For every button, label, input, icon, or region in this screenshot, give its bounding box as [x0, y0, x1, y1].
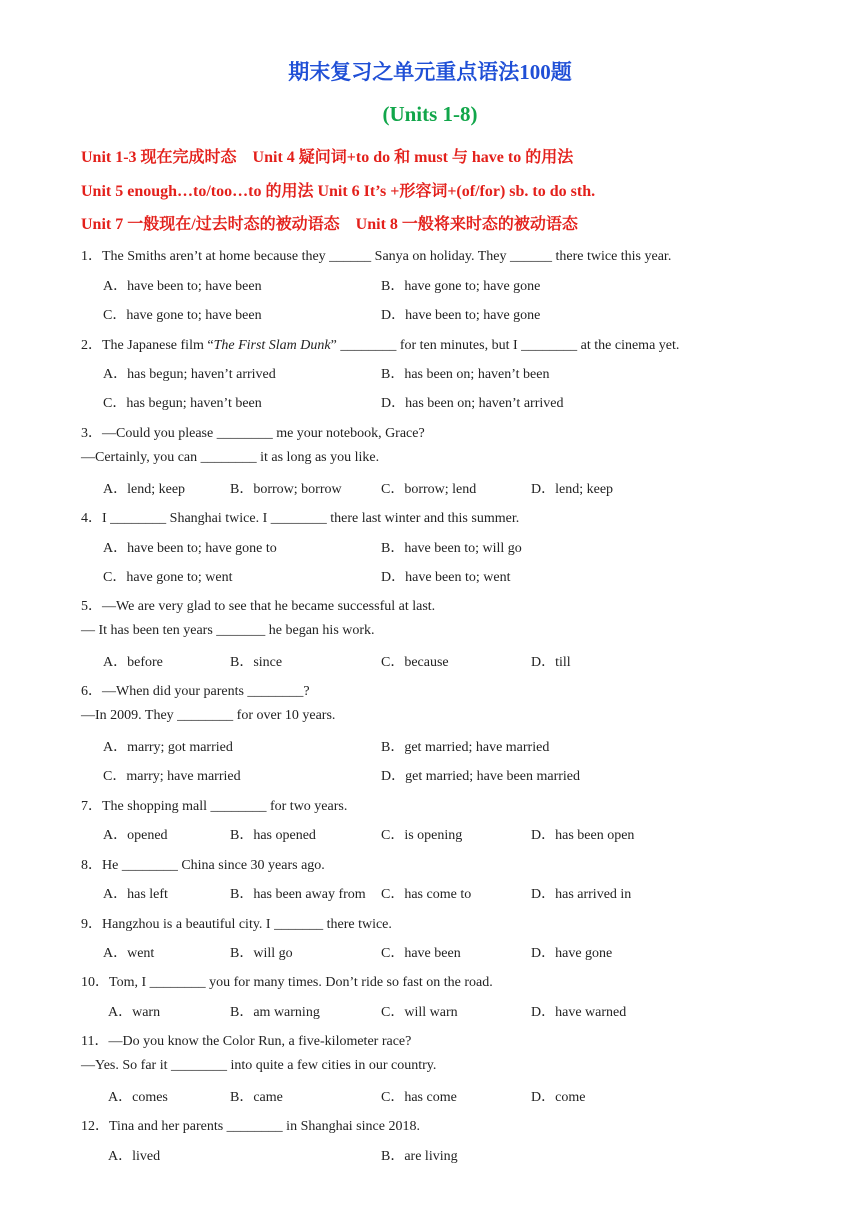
question-9-stem: 9．Hangzhou is a beautiful city. I _______ there twice.: [81, 917, 392, 932]
question-6-option-d: D．get married; have been married: [381, 769, 581, 784]
question-3-stem-line-2: —Certainly, you can ________ it as long as you like.: [81, 450, 380, 465]
question-4-stem: 4．I ________ Shanghai twice. I ________ there last winter and this summer.: [81, 511, 520, 526]
question-4-option-c: C．have gone to; went: [103, 570, 233, 585]
question-1-option-c: C．have gone to; have been: [103, 308, 262, 323]
question-6-option-b: B．get married; have married: [381, 740, 550, 755]
question-7-option-a: A．opened: [103, 828, 168, 843]
question-5-stem-line-2: — It has been ten years _______ he began his work.: [81, 623, 375, 638]
question-5-option-c: C．because: [381, 655, 449, 670]
question-12-option-a: A．lived: [108, 1149, 161, 1164]
question-8-option-a: A．has left: [103, 887, 168, 902]
question-4-option-a: A．have been to; have gone to: [103, 541, 277, 556]
question-1-option-d: D．have been to; have gone: [381, 308, 541, 323]
question-2-option-c: C．has begun; haven’t been: [103, 396, 262, 411]
question-7-option-d: D．has been open: [531, 828, 635, 843]
question-3-option-d: D．lend; keep: [531, 482, 614, 497]
question-1-option-a: A．have been to; have been: [103, 279, 262, 294]
question-7-option-b: B．has opened: [230, 828, 316, 843]
question-2-stem: 2．The Japanese film “The First Slam Dunk” ________ for ten minutes, but I ________ at the cinema yet.: [81, 338, 680, 353]
question-5-option-d: D．till: [531, 655, 571, 670]
question-6-option-c: C．marry; have married: [103, 769, 241, 784]
question-10-option-b: B．am warning: [230, 1005, 320, 1020]
question-5-option-a: A．before: [103, 655, 163, 670]
question-6-stem-line-1: 6．—When did your parents ________?: [81, 684, 310, 699]
page-subtitle: (Units 1-8): [382, 102, 478, 126]
question-6-option-a: A．marry; got married: [103, 740, 233, 755]
question-11-option-c: C．has come: [381, 1090, 457, 1105]
question-3-option-a: A．lend; keep: [103, 482, 186, 497]
question-8-stem: 8．He ________ China since 30 years ago.: [81, 858, 325, 873]
question-12-option-b: B．are living: [381, 1149, 458, 1164]
question-5-option-b: B．since: [230, 655, 283, 670]
question-10-option-d: D．have warned: [531, 1005, 627, 1020]
question-11-option-a: A．comes: [108, 1090, 168, 1105]
question-9-option-b: B．will go: [230, 946, 293, 961]
question-3-option-b: B．borrow; borrow: [230, 482, 342, 497]
question-11-option-d: D．come: [531, 1090, 586, 1105]
page-title: 期末复习之单元重点语法100题: [288, 60, 572, 84]
question-11-option-b: B．came: [230, 1090, 283, 1105]
question-5-stem-line-1: 5．—We are very glad to see that he became successful at last.: [81, 599, 436, 614]
question-8-option-d: D．has arrived in: [531, 887, 632, 902]
question-3-option-c: C．borrow; lend: [381, 482, 477, 497]
question-4-option-d: D．have been to; went: [381, 570, 511, 585]
question-8-option-b: B．has been away from: [230, 887, 366, 902]
question-2-option-d: D．has been on; haven’t arrived: [381, 396, 564, 411]
unit-line-1: Unit 1-3 现在完成时态 Unit 4 疑问词+to do 和 must 与 have to 的用法: [81, 149, 574, 166]
question-2-option-b: B．has been on; haven’t been: [381, 367, 550, 382]
question-11-stem-line-1: 11．—Do you know the Color Run, a five-kilometer race?: [81, 1034, 412, 1049]
question-2-option-a: A．has begun; haven’t arrived: [103, 367, 276, 382]
unit-line-3: Unit 7 一般现在/过去时态的被动语态 Unit 8 一般将来时态的被动语态: [81, 216, 578, 233]
question-9-option-c: C．have been: [381, 946, 461, 961]
question-4-option-b: B．have been to; will go: [381, 541, 522, 556]
question-9-option-d: D．have gone: [531, 946, 613, 961]
question-8-option-c: C．has come to: [381, 887, 472, 902]
question-1-option-b: B．have gone to; have gone: [381, 279, 541, 294]
question-10-option-c: C．will warn: [381, 1005, 458, 1020]
unit-line-2: Unit 5 enough…to/too…to 的用法 Unit 6 It’s +形容词+(of/for) sb. to do sth.: [81, 183, 596, 200]
question-7-option-c: C．is opening: [381, 828, 463, 843]
question-10-option-a: A．warn: [108, 1005, 161, 1020]
question-12-stem: 12．Tina and her parents ________ in Shanghai since 2018.: [81, 1119, 420, 1134]
question-10-stem: 10．Tom, I ________ you for many times. Don’t ride so fast on the road.: [81, 975, 493, 990]
question-11-stem-line-2: —Yes. So far it ________ into quite a few cities in our country.: [81, 1058, 437, 1073]
question-9-option-a: A．went: [103, 946, 155, 961]
question-6-stem-line-2: —In 2009. They ________ for over 10 years.: [81, 708, 336, 723]
question-1-stem: 1．The Smiths aren’t at home because they ______ Sanya on holiday. They ______ there twice this year.: [81, 249, 672, 264]
question-3-stem-line-1: 3．—Could you please ________ me your notebook, Grace?: [81, 426, 425, 441]
question-7-stem: 7．The shopping mall ________ for two years.: [81, 799, 348, 814]
